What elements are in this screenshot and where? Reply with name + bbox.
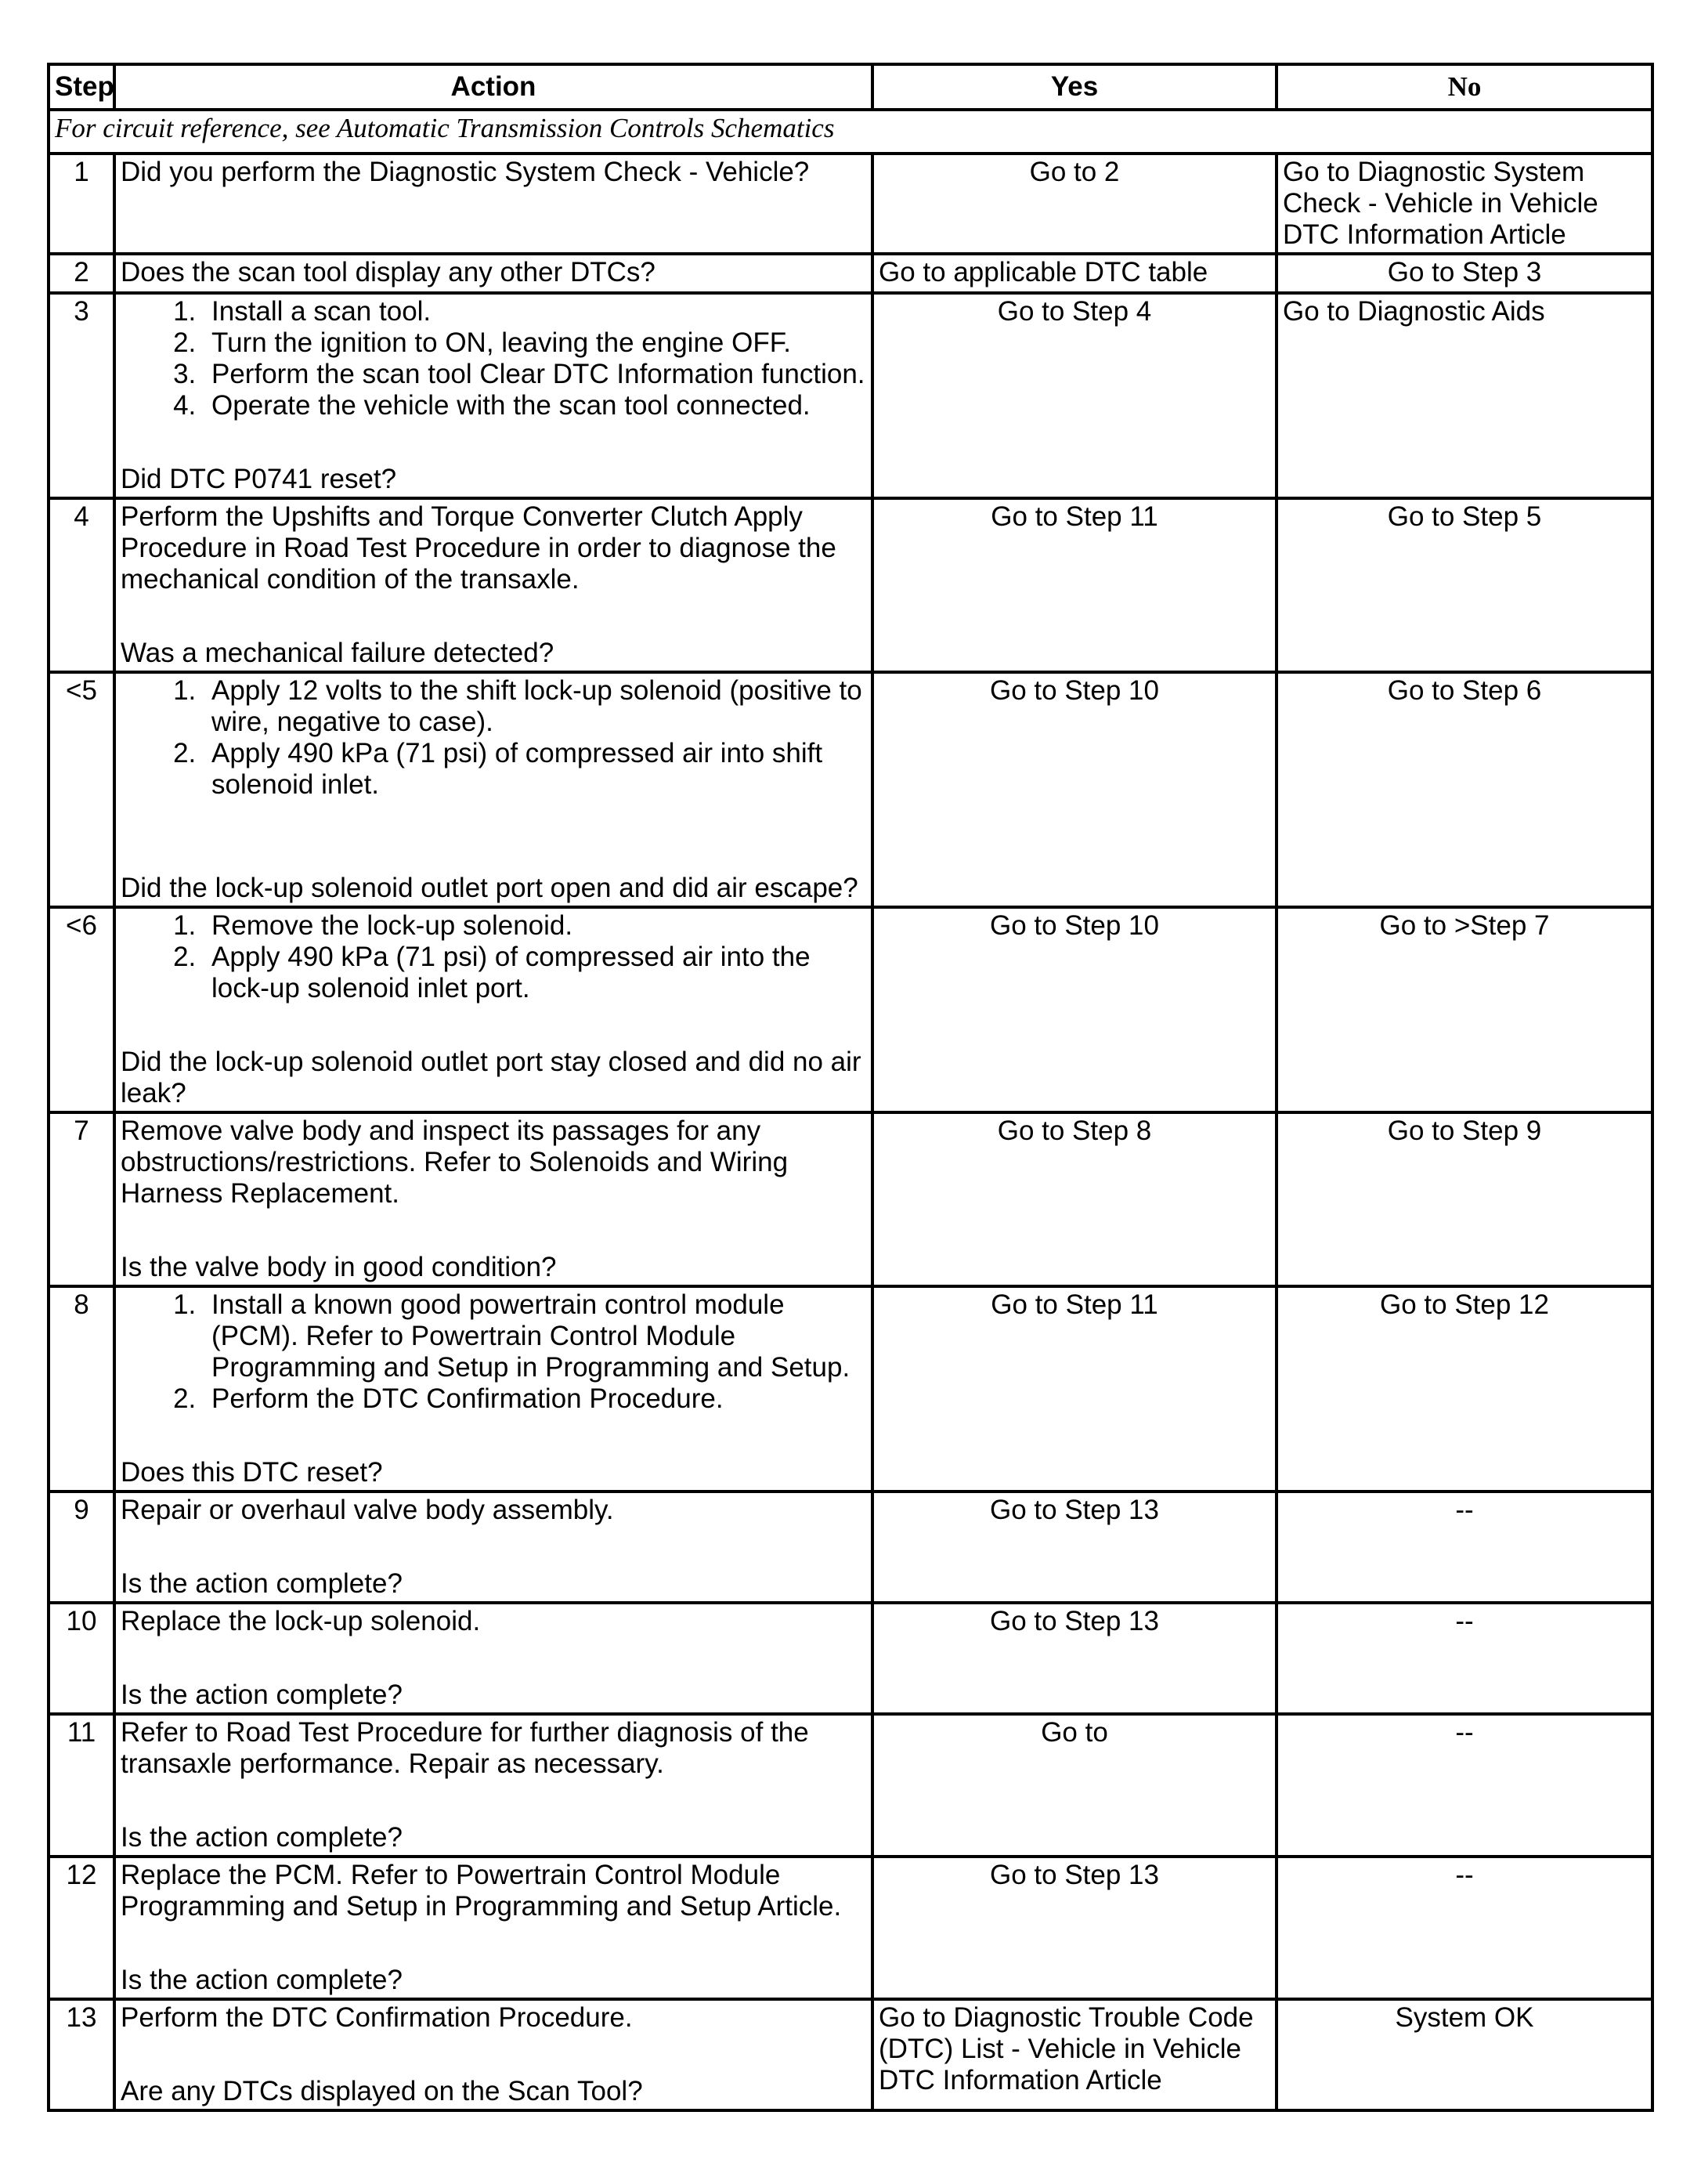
no-cell: -- — [1277, 1714, 1652, 1857]
action-cell — [114, 154, 872, 254]
no-cell: Go to Step 3 — [1277, 254, 1652, 293]
no-cell: -- — [1277, 1492, 1652, 1603]
step-number: <6 — [49, 907, 114, 1112]
step-number: 8 — [49, 1286, 114, 1492]
step-number: 11 — [49, 1714, 114, 1857]
step-number: 12 — [49, 1857, 114, 1999]
diagnostic-table — [47, 63, 1654, 2112]
no-cell: -- — [1277, 1857, 1652, 1999]
action-text: Replace the lock-up solenoid. — [121, 1606, 481, 1636]
yes-cell: Go to Step 11 — [872, 498, 1277, 672]
list-item: 1. Apply 12 volts to the shift lock-up solenoid (positive to wire, negative to case). — [204, 675, 866, 738]
list-item: 2. Perform the DTC Confirmation Procedure. — [204, 1383, 866, 1415]
yes-cell: Go to Step 8 — [872, 1112, 1277, 1286]
action-text: Remove valve body and inspect its passages for any obstructions/restrictions. Refer to Solenoids and Wiring Harness Replacement. — [121, 1116, 789, 1209]
yes-cell: Go to Step 13 — [872, 1492, 1277, 1603]
yes-cell: Go to Step 13 — [872, 1603, 1277, 1714]
no-cell: Go to Diagnostic Aids — [1277, 293, 1652, 498]
action-cell — [114, 1714, 872, 1857]
table-row — [49, 1112, 1652, 1286]
action-question: Did the lock-up solenoid outlet port stay closed and did no air leak? — [121, 1047, 861, 1108]
yes-cell: Go to Step 11 — [872, 1286, 1277, 1492]
action-question: Is the action complete? — [121, 1568, 403, 1599]
action-text: Repair or overhaul valve body assembly. — [121, 1495, 614, 1525]
action-question: Are any DTCs displayed on the Scan Tool? — [121, 2076, 643, 2106]
action-text: Did you perform the Diagnostic System Check - Vehicle? — [121, 157, 810, 187]
action-question: Is the valve body in good condition? — [121, 1252, 557, 1282]
step-number: <5 — [49, 672, 114, 907]
action-question: Is the action complete? — [121, 1822, 403, 1853]
yes-cell: Go to — [872, 1714, 1277, 1857]
no-cell: Go to Step 12 — [1277, 1286, 1652, 1492]
action-question: Is the action complete? — [121, 1965, 403, 1995]
table-row — [49, 293, 1652, 498]
list-item: 3. Perform the scan tool Clear DTC Information function. — [204, 359, 866, 390]
action-question: Did the lock-up solenoid outlet port open and did air escape? — [121, 873, 858, 903]
no-cell: Go to Step 6 — [1277, 672, 1652, 907]
list-item: 2. Apply 490 kPa (71 psi) of compressed air into shift solenoid inlet. — [204, 738, 866, 801]
header-step: Step — [49, 64, 114, 110]
list-item: 1. Remove the lock-up solenoid. — [204, 910, 866, 942]
action-list — [121, 1289, 866, 1415]
header-no: No — [1277, 64, 1652, 110]
circuit-reference: For circuit reference, see Automatic Transmission Controls Schematics — [49, 110, 1652, 154]
action-question: Was a mechanical failure detected? — [121, 638, 554, 668]
step-number: 3 — [49, 293, 114, 498]
no-cell: Go to Step 5 — [1277, 498, 1652, 672]
table-row — [49, 254, 1652, 293]
action-cell — [114, 672, 872, 907]
action-cell — [114, 907, 872, 1112]
action-question: Is the action complete? — [121, 1680, 403, 1710]
action-cell — [114, 293, 872, 498]
no-cell: Go to >Step 7 — [1277, 907, 1652, 1112]
table-row — [49, 1999, 1652, 2110]
action-cell — [114, 498, 872, 672]
action-text: Refer to Road Test Procedure for further diagnosis of the transaxle performance. Repair as necessary. — [121, 1717, 809, 1779]
table-row — [49, 1492, 1652, 1603]
action-text: Replace the PCM. Refer to Powertrain Control Module Programming and Setup in Programming and Setup Article. — [121, 1860, 842, 1922]
list-item: 2. Apply 490 kPa (71 psi) of compressed air into the lock-up solenoid inlet port. — [204, 942, 866, 1004]
step-number: 4 — [49, 498, 114, 672]
action-question: Did DTC P0741 reset? — [121, 464, 397, 494]
step-number: 2 — [49, 254, 114, 293]
action-cell — [114, 1286, 872, 1492]
action-cell — [114, 1857, 872, 1999]
table-row — [49, 1714, 1652, 1857]
action-list — [121, 910, 866, 1004]
action-cell — [114, 1999, 872, 2110]
action-question: Does this DTC reset? — [121, 1457, 383, 1488]
action-list — [121, 675, 866, 801]
table-row — [49, 1603, 1652, 1714]
reference-row — [49, 110, 1652, 154]
yes-cell: Go to Step 4 — [872, 293, 1277, 498]
yes-cell: Go to applicable DTC table — [872, 254, 1277, 293]
table-row — [49, 672, 1652, 907]
step-number: 1 — [49, 154, 114, 254]
step-number: 13 — [49, 1999, 114, 2110]
no-cell: System OK — [1277, 1999, 1652, 2110]
action-list — [121, 296, 866, 421]
list-item: 1. Install a known good powertrain control module (PCM). Refer to Powertrain Control Module Programming and Setup in Programming and Setup. — [204, 1289, 866, 1383]
no-cell: Go to Step 9 — [1277, 1112, 1652, 1286]
step-number: 7 — [49, 1112, 114, 1286]
action-text: Perform the Upshifts and Torque Converter Clutch Apply Procedure in Road Test Procedure in order to diagnose the mechanical condition of the transaxle. — [121, 501, 836, 595]
no-cell: -- — [1277, 1603, 1652, 1714]
action-text: Does the scan tool display any other DTCs? — [121, 257, 655, 287]
header-row — [49, 64, 1652, 110]
action-cell — [114, 1603, 872, 1714]
yes-cell: Go to Step 10 — [872, 907, 1277, 1112]
yes-cell: Go to 2 — [872, 154, 1277, 254]
no-cell: Go to Diagnostic System Check - Vehicle in Vehicle DTC Information Article — [1277, 154, 1652, 254]
yes-cell: Go to Step 10 — [872, 672, 1277, 907]
table-row — [49, 1857, 1652, 1999]
list-item: 1. Install a scan tool. — [204, 296, 866, 327]
step-number: 9 — [49, 1492, 114, 1603]
table-row — [49, 1286, 1652, 1492]
header-action: Action — [114, 64, 872, 110]
list-item: 2. Turn the ignition to ON, leaving the engine OFF. — [204, 327, 866, 359]
list-item: 4. Operate the vehicle with the scan tool connected. — [204, 390, 866, 421]
step-number: 10 — [49, 1603, 114, 1714]
table-row — [49, 498, 1652, 672]
yes-cell: Go to Step 13 — [872, 1857, 1277, 1999]
action-cell — [114, 254, 872, 293]
header-yes: Yes — [872, 64, 1277, 110]
yes-cell: Go to Diagnostic Trouble Code (DTC) List - Vehicle in Vehicle DTC Information Article — [872, 1999, 1277, 2110]
table-row — [49, 907, 1652, 1112]
action-text: Perform the DTC Confirmation Procedure. — [121, 2002, 633, 2033]
table-row — [49, 154, 1652, 254]
action-cell — [114, 1112, 872, 1286]
action-cell — [114, 1492, 872, 1603]
